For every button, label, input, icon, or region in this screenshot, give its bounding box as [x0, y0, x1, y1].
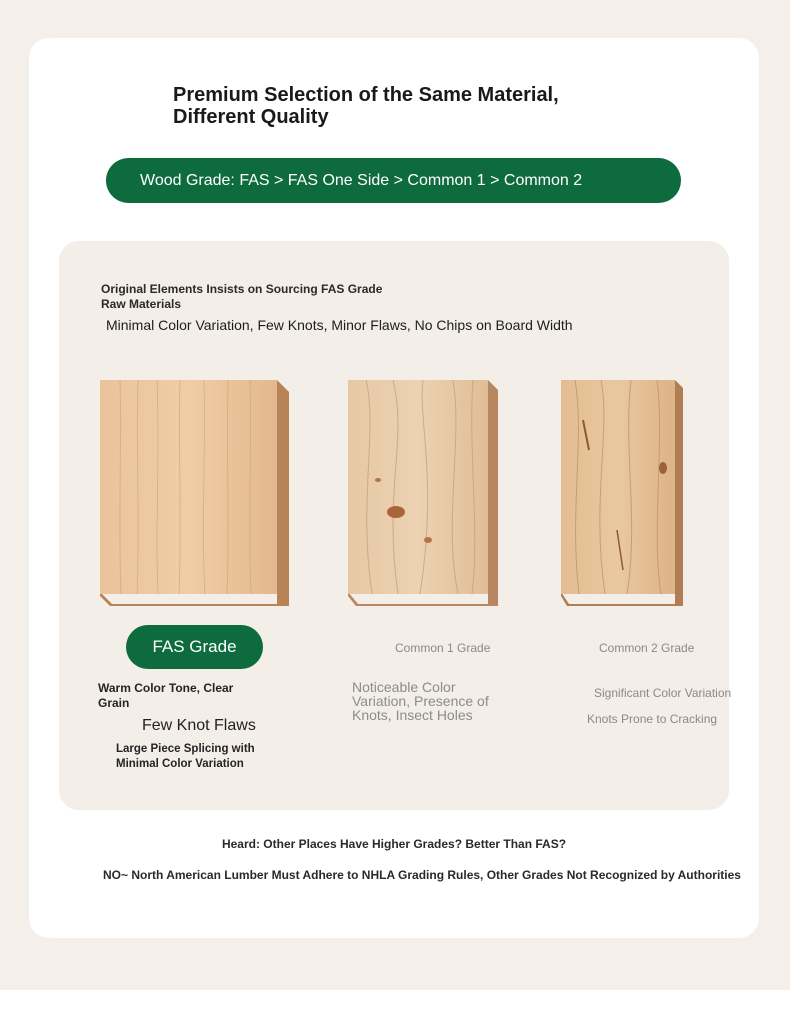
fas-board-image [100, 380, 289, 606]
fas-grade-badge: FAS Grade [126, 625, 263, 669]
fas-feature-tone: Warm Color Tone, Clear Grain [98, 681, 234, 710]
content-card [29, 38, 759, 938]
fas-feature-knots: Few Knot Flaws [142, 717, 256, 734]
common-1-feature-description: Noticeable Color Variation, Presence of Knots, Insect Holes [352, 679, 489, 723]
common-2-feature-color: Significant Color Variation [594, 686, 732, 700]
common-1-board-image [348, 380, 498, 606]
common-1-grade-label: Common 1 Grade [395, 641, 491, 655]
sourcing-statement: Original Elements Insists on Sourcing FAS Grade Raw Materials [101, 282, 383, 311]
footer-question: Heard: Other Places Have Higher Grades? Better Than FAS? [221, 837, 567, 851]
common-2-feature-cracking: Knots Prone to Cracking [587, 712, 718, 726]
footer-answer: NO~ North American Lumber Must Adhere to NHLA Grading Rules, Other Grades Not Recognized by Authorities [103, 868, 741, 882]
grade-comparison-panel [59, 241, 732, 810]
page-title: Premium Selection of the Same Material, Different Quality [173, 84, 559, 128]
common-2-board-image [561, 380, 683, 606]
fas-feature-splicing: Large Piece Splicing with Minimal Color Variation [116, 743, 255, 770]
common-2-grade-label: Common 2 Grade [599, 641, 695, 655]
fas-quality-summary: Minimal Color Variation, Few Knots, Minor Flaws, No Chips on Board Width [106, 317, 573, 333]
grade-order-banner: Wood Grade: FAS > FAS One Side > Common 1 > Common 2 [106, 158, 681, 203]
